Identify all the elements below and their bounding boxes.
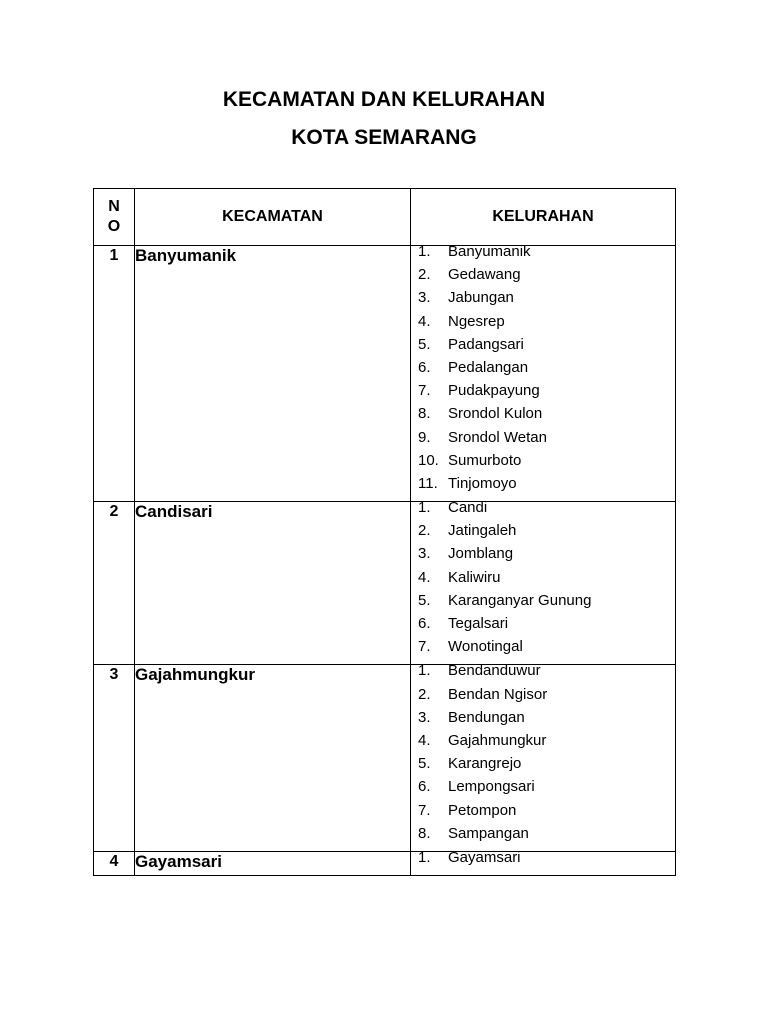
list-item xyxy=(411,639,675,664)
kelurahan-name: Gayamsari xyxy=(448,848,521,866)
kelurahan-name: Jomblang xyxy=(448,545,514,563)
header-no-part1: N xyxy=(108,198,120,215)
list-item-number: 5. xyxy=(418,335,431,353)
kelurahan-name: Ngesrep xyxy=(448,312,505,330)
list-item-number: 4. xyxy=(418,568,431,586)
document-subtitle: KOTA SEMARANG xyxy=(291,126,477,149)
kelurahan-name: Kaliwiru xyxy=(448,568,501,586)
kelurahan-cell xyxy=(411,243,676,502)
kelurahan-name: Jabungan xyxy=(448,289,514,307)
kelurahan-name: Gajahmungkur xyxy=(448,731,547,749)
list-item-number: 3. xyxy=(418,545,431,563)
kelurahan-name: Tinjomoyo xyxy=(448,474,517,492)
list-item-number: 5. xyxy=(418,591,431,609)
list-item-number: 4. xyxy=(418,731,431,749)
table-row xyxy=(94,246,676,502)
kelurahan-name: Bendan Ngisor xyxy=(448,685,548,703)
kecamatan-name: Gajahmungkur xyxy=(135,665,255,685)
list-item-number: 7. xyxy=(418,382,431,400)
list-item-number: 1. xyxy=(418,662,431,680)
list-item xyxy=(411,687,675,712)
kelurahan-list xyxy=(411,244,675,501)
list-item-number: 1. xyxy=(418,499,431,517)
header-kecamatan: KECAMATAN xyxy=(135,189,411,246)
list-item-number: 7. xyxy=(418,801,431,819)
kelurahan-name: Karangrejo xyxy=(448,755,522,773)
kelurahan-name: Wonotingal xyxy=(448,638,523,656)
list-item-number: 6. xyxy=(418,778,431,796)
kelurahan-name: Lempongsari xyxy=(448,778,535,796)
list-item-number: 6. xyxy=(418,615,431,632)
kecamatan-table xyxy=(93,188,676,876)
row-number: 1 xyxy=(109,247,119,264)
kelurahan-name: Pedalangan xyxy=(448,358,529,376)
kelurahan-name: Candi xyxy=(448,499,488,517)
kelurahan-cell xyxy=(411,662,676,852)
list-item xyxy=(411,850,675,875)
list-item-number: 8. xyxy=(418,824,431,842)
list-item-number: 1. xyxy=(418,243,431,260)
list-item xyxy=(411,314,675,339)
kelurahan-name: Srondol Wetan xyxy=(448,428,547,446)
list-item-number: 4. xyxy=(418,312,431,330)
row-number-cell xyxy=(94,246,135,502)
list-item-number: 6. xyxy=(418,358,431,376)
list-item xyxy=(411,826,675,851)
table-body xyxy=(94,243,676,876)
list-item-number: 1. xyxy=(418,848,431,866)
kelurahan-list xyxy=(411,850,675,875)
kelurahan-name: Gedawang xyxy=(448,266,521,284)
kecamatan-cell xyxy=(135,851,411,875)
list-item xyxy=(411,803,675,828)
list-item-number: 11. xyxy=(418,474,438,492)
kelurahan-name: Bendanduwur xyxy=(448,662,541,680)
kecamatan-name: Banyumanik xyxy=(135,246,237,265)
list-item xyxy=(411,406,675,431)
row-number: 2 xyxy=(109,503,119,521)
list-item-number: 2. xyxy=(418,685,431,703)
list-item-number: 5. xyxy=(418,755,431,773)
kecamatan-cell xyxy=(135,502,411,665)
kelurahan-list xyxy=(411,500,675,664)
header-no-part2: O xyxy=(107,218,121,235)
kelurahan-name: Pudakpayung xyxy=(448,382,540,400)
kelurahan-name: Sumurboto xyxy=(448,451,522,469)
list-item xyxy=(411,546,675,571)
kelurahan-name: Tegalsari xyxy=(448,615,509,632)
kelurahan-name: Petompon xyxy=(448,801,517,819)
list-item-number: 10. xyxy=(418,451,439,469)
kelurahan-name: Bendungan xyxy=(448,708,525,726)
list-item-number: 3. xyxy=(418,708,431,726)
kecamatan-name: Gayamsari xyxy=(135,851,222,871)
list-item-number: 7. xyxy=(418,638,431,656)
kecamatan-cell xyxy=(135,665,411,852)
kelurahan-name: Jatingaleh xyxy=(448,522,517,540)
list-item xyxy=(411,663,675,688)
table-row xyxy=(94,851,676,875)
list-item xyxy=(411,290,675,315)
row-number-cell xyxy=(94,851,135,875)
list-item xyxy=(411,476,675,501)
table-row xyxy=(94,502,676,665)
kelurahan-name: Karanganyar Gunung xyxy=(448,591,592,609)
kecamatan-cell xyxy=(135,246,411,502)
list-item-number: 2. xyxy=(418,522,431,540)
row-number: 3 xyxy=(109,666,119,684)
list-item xyxy=(411,779,675,804)
kelurahan-cell xyxy=(411,499,676,665)
kelurahan-cell xyxy=(411,848,676,875)
kelurahan-list xyxy=(411,663,675,851)
kelurahan-name: Padangsari xyxy=(448,335,524,353)
kelurahan-name: Sampangan xyxy=(448,824,529,842)
list-item-number: 2. xyxy=(418,266,431,284)
list-item-number: 9. xyxy=(418,428,431,446)
table-header-row xyxy=(94,189,676,246)
table-row xyxy=(94,665,676,852)
row-number-cell xyxy=(94,665,135,852)
list-item xyxy=(411,430,675,455)
kecamatan-name: Candisari xyxy=(135,502,213,522)
header-kelurahan: KELURAHAN xyxy=(411,189,676,246)
header-no xyxy=(94,189,135,246)
document-title: KECAMATAN DAN KELURAHAN xyxy=(222,88,546,111)
list-item-number: 8. xyxy=(418,405,431,423)
kelurahan-name: Srondol Kulon xyxy=(448,405,543,423)
row-number-cell xyxy=(94,502,135,665)
list-item-number: 3. xyxy=(418,289,431,307)
row-number: 4 xyxy=(109,852,119,870)
kelurahan-name: Banyumanik xyxy=(448,243,531,260)
